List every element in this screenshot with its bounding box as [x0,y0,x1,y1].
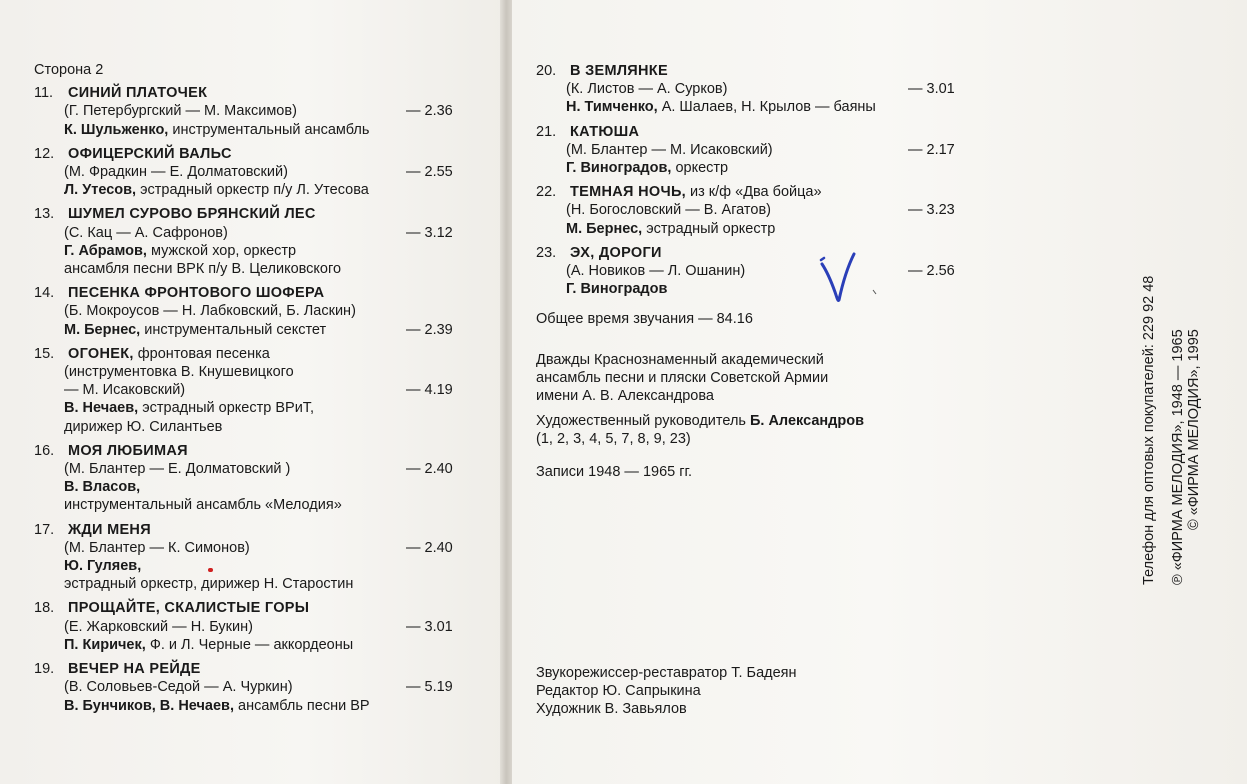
ensemble-line: имени А. В. Александрова [536,388,714,405]
copyright-phonogram: ℗ «ФИРМА МЕЛОДИЯ», 1948 — 1965 [1170,329,1186,585]
track-11 [34,84,464,139]
track-number: 14. [34,285,55,302]
track-performer-extra: эстрадный оркестр, дирижер Н. Старостин [64,576,354,593]
records-years: Записи 1948 — 1965 гг. [536,463,693,480]
ensemble-info [536,351,966,406]
track-22 [536,183,966,238]
track-21 [536,123,966,178]
track-number: 23. [536,244,557,261]
track-performer: Ю. Гуляев, [64,558,142,575]
track-15 [34,345,464,436]
track-number: 18. [34,600,55,617]
copyright-text: © «ФИРМА МЕЛОДИЯ», 1995 [1186,329,1202,530]
track-duration: — 2.40 [406,461,453,478]
track-title: МОЯ ЛЮБИМАЯ [68,442,188,459]
track-number: 22. [536,184,557,201]
track-performer: Л. Утесов, эстрадный оркестр п/у Л. Утесова [64,182,369,199]
production-credits [536,664,797,719]
track-duration: — 4.19 [406,382,453,399]
side-title: Сторона 2 [34,62,104,78]
track-17 [34,521,464,594]
red-ink-spot [208,568,213,572]
track-14 [34,284,464,339]
track-authors: (Г. Петербургский — М. Максимов) — 2.36 [64,103,453,120]
track-duration: — 3.12 [406,224,453,241]
track-performer-extra: инструментальный ансамбль «Мелодия» [64,497,342,514]
total-time: Общее время звучания — 84.16 [536,311,753,328]
track-title: ОГОНЕК, фронтовая песенка [68,345,270,362]
track-duration: — 2.55 [406,164,453,181]
track-performer: Н. Тимченко, А. Шалаев, Н. Крылов — баяны [566,99,876,116]
track-title: ТЕМНАЯ НОЧЬ, из к/ф «Два бойца» [570,184,822,201]
wholesale-phone: Телефон для оптовых покупателей: 229 92 48 [1141,275,1157,585]
left-column [34,61,464,721]
ensemble-line: ансамбль песни и пляски Советской Армии [536,369,829,386]
credit-line: Редактор Ю. Сапрыкина [536,683,701,700]
track-title: СИНИЙ ПЛАТОЧЕК [68,85,208,102]
track-authors: (Б. Мокроусов — Н. Лабковский, Б. Ласкин) [64,303,356,320]
track-number: 16. [34,442,55,459]
track-performer: К. Шульженко, инструментальный ансамбль [64,121,370,138]
track-duration: — 2.40 [406,539,453,556]
track-number: 11. [34,85,54,102]
track-duration: — 3.23 [908,202,955,219]
track-12 [34,145,464,200]
track-authors: (К. Листов — А. Сурков) — 3.01 [566,81,955,98]
track-performer: В. Бунчиков, В. Нечаев, ансамбль песни ВР [64,697,370,714]
track-number: 21. [536,123,557,140]
track-authors: (М. Блантер — М. Исаковский) — 2.17 [566,141,955,158]
track-20 [536,62,966,117]
track-performer: Г. Абрамов, мужской хор, оркестр [64,242,297,259]
right-column [536,62,966,481]
track-number: 20. [536,63,557,79]
director-tracks: (1, 2, 3, 4, 5, 7, 8, 9, 23) [536,431,691,448]
track-authors: (М. Блантер — К. Симонов) — 2.40 [64,539,453,556]
pen-check-mark [818,248,880,308]
credit-line: Звукорежиссер-реставратор Т. Бадеян [536,665,797,681]
track-13 [34,205,464,278]
track-performer: Г. Виноградов, оркестр [566,160,729,177]
track-title: ПРОЩАЙТЕ, СКАЛИСТЫЕ ГОРЫ [68,600,310,617]
track-duration: — 2.36 [406,103,453,120]
track-performer: П. Киричек, Ф. и Л. Черные — аккордеоны [64,636,354,653]
track-title: КАТЮША [570,123,640,140]
track-title: ШУМЕЛ СУРОВО БРЯНСКИЙ ЛЕС [68,206,316,223]
track-duration: — 3.01 [908,81,955,98]
track-performer: М. Бернес, инструментальный секстет — 2.39 [64,321,453,338]
track-duration: — 2.56 [908,263,955,280]
track-title: ЭХ, ДОРОГИ [570,244,662,261]
track-number: 13. [34,206,55,223]
ensemble-line: Дважды Краснознаменный академический [536,351,824,368]
track-authors: (инструментовка В. Кнушевицкого [64,364,294,381]
track-authors: (В. Соловьев-Седой — А. Чуркин) — 5.19 [64,679,453,696]
track-number: 12. [34,145,55,162]
track-16 [34,442,464,515]
track-duration: — 3.01 [406,618,453,635]
track-performer-extra: дирижер Ю. Силантьев [64,418,223,435]
track-19 [34,660,464,715]
vertical-info [1136,30,1247,590]
track-authors: (М. Фрадкин — Е. Долматовский) — 2.55 [64,164,453,181]
track-title: ОФИЦЕРСКИЙ ВАЛЬС [68,145,232,162]
track-performer: В. Нечаев, эстрадный оркестр ВРиТ, [64,400,315,417]
credit-line: Художник В. Завьялов [536,701,687,718]
director-info [536,412,966,448]
director-line: Художественный руководитель Б. Александров [536,413,864,430]
track-number: 19. [34,661,55,678]
track-authors: (М. Блантер — Е. Долматовский ) — 2.40 [64,461,453,478]
track-performer-extra: ансамбля песни ВРК п/у В. Целиковского [64,261,342,278]
track-18 [34,599,464,654]
track-performer: Г. Виноградов [566,281,668,298]
track-title: ВЕЧЕР НА РЕЙДЕ [68,661,201,678]
track-number: 15. [34,345,55,362]
track-duration: — 2.39 [406,321,453,338]
track-duration: — 2.17 [908,141,955,158]
track-performer: М. Бернес, эстрадный оркестр [566,220,776,237]
track-authors: (С. Кац — А. Сафронов) — 3.12 [64,224,453,241]
track-title: В ЗЕМЛЯНКЕ [570,63,668,79]
track-title: ЖДИ МЕНЯ [68,521,151,538]
track-authors-cont: — М. Исаковский) — 4.19 [64,382,453,399]
track-23 [536,244,966,299]
track-authors: (Н. Богословский — В. Агатов) — 3.23 [566,202,955,219]
track-number: 17. [34,521,55,538]
track-title: ПЕСЕНКА ФРОНТОВОГО ШОФЕРА [68,285,325,302]
track-authors: (А. Новиков — Л. Ошанин) — 2.56 [566,263,955,280]
track-authors: (Е. Жарковский — Н. Букин) — 3.01 [64,618,453,635]
track-duration: — 5.19 [406,679,453,696]
track-performer: В. Власов, [64,479,141,496]
